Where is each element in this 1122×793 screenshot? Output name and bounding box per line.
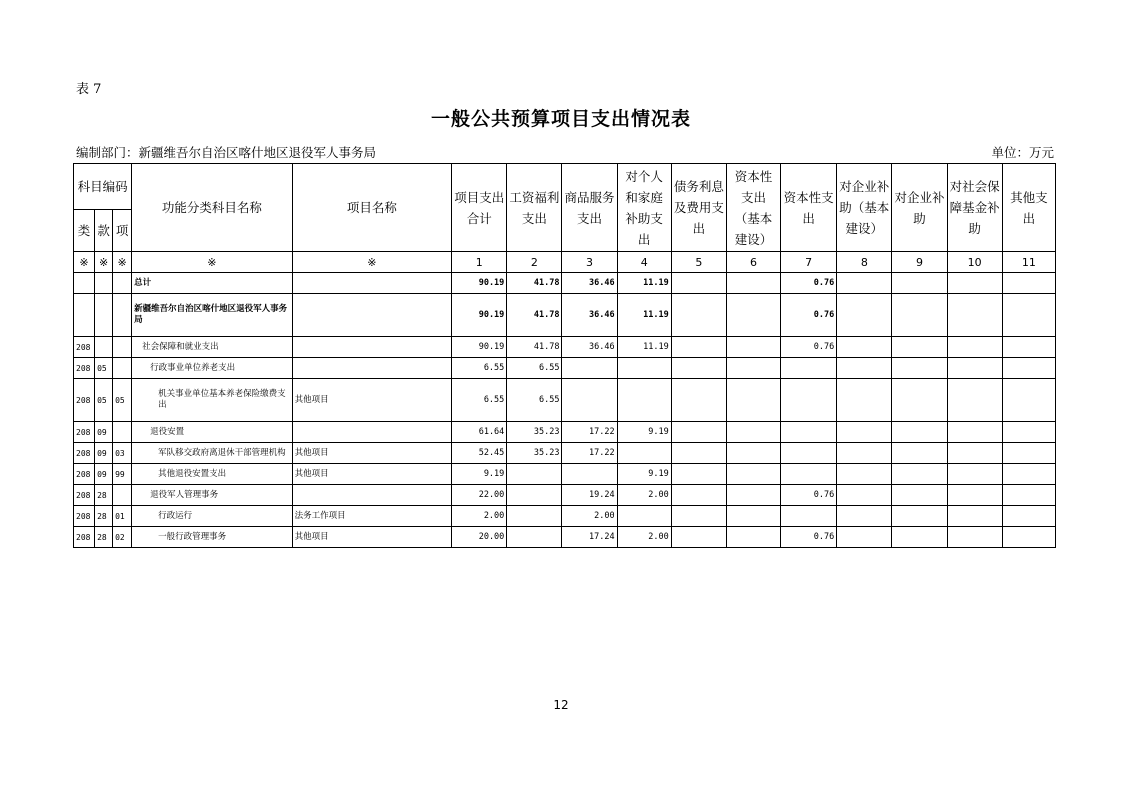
value-cell <box>1002 294 1055 337</box>
kuan-cell <box>95 273 113 294</box>
col-number: 6 <box>726 252 780 273</box>
func-name-cell: 机关事业单位基本养老保险缴费支出 <box>132 379 292 422</box>
value-cell <box>726 422 780 443</box>
kuan-cell: 05 <box>95 379 113 422</box>
value-cell <box>892 358 947 379</box>
value-cell: 2.00 <box>617 527 671 548</box>
mark-cell: ※ <box>132 252 292 273</box>
col-number: 10 <box>947 252 1002 273</box>
kuan-cell: 28 <box>95 485 113 506</box>
project-name-cell <box>292 273 451 294</box>
col-number: 3 <box>562 252 617 273</box>
func-name-cell: 退役军人管理事务 <box>132 485 292 506</box>
value-cell: 36.46 <box>562 273 617 294</box>
value-cell <box>726 379 780 422</box>
value-cell <box>1002 273 1055 294</box>
value-cell <box>892 506 947 527</box>
value-cell <box>562 358 617 379</box>
project-name-cell: 其他项目 <box>292 464 451 485</box>
value-cell: 9.19 <box>452 464 507 485</box>
value-cell: 6.55 <box>507 358 562 379</box>
value-cell <box>837 443 892 464</box>
lei-cell: 208 <box>74 337 95 358</box>
xiang-header: 项 <box>113 210 132 252</box>
mark-cell: ※ <box>292 252 451 273</box>
lei-cell: 208 <box>74 464 95 485</box>
lei-cell: 208 <box>74 358 95 379</box>
project-name-cell <box>292 294 451 337</box>
value-cell: 11.19 <box>617 273 671 294</box>
value-cell <box>947 485 1002 506</box>
col-header-4: 对个人和家庭补助支出 <box>617 164 671 252</box>
value-cell: 35.23 <box>507 422 562 443</box>
project-name-cell <box>292 422 451 443</box>
xiang-cell <box>113 358 132 379</box>
func-name-header: 功能分类科目名称 <box>132 164 292 252</box>
value-cell <box>837 294 892 337</box>
table-row <box>74 379 1056 422</box>
func-name-cell: 行政运行 <box>132 506 292 527</box>
value-cell: 2.00 <box>452 506 507 527</box>
value-cell <box>671 294 726 337</box>
value-cell <box>671 443 726 464</box>
value-cell: 6.55 <box>507 379 562 422</box>
value-cell: 35.23 <box>507 443 562 464</box>
value-cell <box>947 379 1002 422</box>
value-cell <box>1002 358 1055 379</box>
table-row <box>74 443 1056 464</box>
col-number: 8 <box>837 252 892 273</box>
value-cell: 11.19 <box>617 294 671 337</box>
col-header-3: 商品服务支出 <box>562 164 617 252</box>
value-cell <box>671 379 726 422</box>
value-cell <box>892 294 947 337</box>
func-name-cell: 总计 <box>132 273 292 294</box>
value-cell <box>837 273 892 294</box>
value-cell: 9.19 <box>617 422 671 443</box>
value-cell <box>947 443 1002 464</box>
value-cell <box>617 443 671 464</box>
department-label: 编制部门：新疆维吾尔自治区喀什地区退役军人事务局 <box>76 145 377 160</box>
xiang-cell <box>113 485 132 506</box>
lei-cell: 208 <box>74 485 95 506</box>
func-name-cell: 退役安置 <box>132 422 292 443</box>
page-title: 一般公共预算项目支出情况表 <box>430 108 691 130</box>
value-cell: 19.24 <box>562 485 617 506</box>
project-name-header: 项目名称 <box>292 164 451 252</box>
xiang-cell: 01 <box>113 506 132 527</box>
value-cell: 17.22 <box>562 422 617 443</box>
value-cell <box>1002 337 1055 358</box>
value-cell <box>837 337 892 358</box>
value-cell: 17.24 <box>562 527 617 548</box>
value-cell: 22.00 <box>452 485 507 506</box>
value-cell <box>726 464 780 485</box>
value-cell: 17.22 <box>562 443 617 464</box>
value-cell <box>671 273 726 294</box>
mark-cell: ※ <box>95 252 113 273</box>
col-header-6: 资本性支出（基本建设） <box>726 164 780 252</box>
lei-cell <box>74 294 95 337</box>
kuan-header: 款 <box>95 210 113 252</box>
col-header-1: 项目支出合计 <box>452 164 507 252</box>
value-cell <box>947 506 1002 527</box>
table-row <box>74 337 1056 358</box>
value-cell <box>671 337 726 358</box>
kuan-cell: 28 <box>95 506 113 527</box>
col-number: 1 <box>452 252 507 273</box>
value-cell <box>1002 443 1055 464</box>
value-cell <box>781 358 837 379</box>
table-row <box>74 422 1056 443</box>
value-cell <box>671 506 726 527</box>
value-cell <box>837 506 892 527</box>
value-cell <box>1002 379 1055 422</box>
value-cell: 0.76 <box>781 294 837 337</box>
value-cell <box>671 422 726 443</box>
value-cell <box>1002 506 1055 527</box>
value-cell <box>1002 464 1055 485</box>
value-cell <box>892 464 947 485</box>
xiang-cell <box>113 422 132 443</box>
value-cell <box>947 273 1002 294</box>
project-name-cell <box>292 358 451 379</box>
value-cell <box>781 464 837 485</box>
col-header-7: 资本性支出 <box>781 164 837 252</box>
value-cell <box>781 422 837 443</box>
value-cell: 52.45 <box>452 443 507 464</box>
xiang-cell <box>113 337 132 358</box>
value-cell <box>562 464 617 485</box>
project-name-cell: 其他项目 <box>292 527 451 548</box>
col-header-11: 其他支出 <box>1002 164 1055 252</box>
kuan-cell <box>95 294 113 337</box>
lei-cell: 208 <box>74 443 95 464</box>
value-cell <box>507 485 562 506</box>
value-cell: 6.55 <box>452 358 507 379</box>
value-cell <box>781 506 837 527</box>
func-name-cell: 军队移交政府离退休干部管理机构 <box>132 443 292 464</box>
value-cell <box>671 485 726 506</box>
value-cell <box>726 337 780 358</box>
col-number: 9 <box>892 252 947 273</box>
value-cell <box>837 379 892 422</box>
value-cell <box>1002 527 1055 548</box>
func-name-cell: 社会保障和就业支出 <box>132 337 292 358</box>
project-name-cell: 其他项目 <box>292 379 451 422</box>
mark-cell: ※ <box>113 252 132 273</box>
lei-cell: 208 <box>74 422 95 443</box>
col-number: 4 <box>617 252 671 273</box>
value-cell: 90.19 <box>452 337 507 358</box>
mark-cell: ※ <box>74 252 95 273</box>
kuan-cell <box>95 337 113 358</box>
value-cell <box>781 379 837 422</box>
value-cell <box>892 485 947 506</box>
project-name-cell <box>292 337 451 358</box>
kuan-cell: 09 <box>95 443 113 464</box>
value-cell: 41.78 <box>507 273 562 294</box>
func-name-cell: 其他退役安置支出 <box>132 464 292 485</box>
lei-cell <box>74 273 95 294</box>
value-cell: 36.46 <box>562 337 617 358</box>
value-cell <box>892 443 947 464</box>
value-cell <box>507 506 562 527</box>
value-cell: 41.78 <box>507 294 562 337</box>
table-number: 表 7 <box>76 82 102 97</box>
value-cell: 9.19 <box>617 464 671 485</box>
col-header-5: 债务利息及费用支出 <box>671 164 726 252</box>
value-cell: 0.76 <box>781 273 837 294</box>
value-cell: 90.19 <box>452 294 507 337</box>
lei-cell: 208 <box>74 527 95 548</box>
table-row <box>74 527 1056 548</box>
value-cell <box>781 443 837 464</box>
project-name-cell: 其他项目 <box>292 443 451 464</box>
value-cell: 61.64 <box>452 422 507 443</box>
value-cell <box>726 485 780 506</box>
value-cell <box>837 527 892 548</box>
value-cell <box>726 443 780 464</box>
col-number: 5 <box>671 252 726 273</box>
code-group-header: 科目编码 <box>74 164 132 210</box>
value-cell <box>617 358 671 379</box>
value-cell: 0.76 <box>781 337 837 358</box>
value-cell: 20.00 <box>452 527 507 548</box>
kuan-cell: 28 <box>95 527 113 548</box>
value-cell <box>617 506 671 527</box>
xiang-cell <box>113 294 132 337</box>
value-cell: 36.46 <box>562 294 617 337</box>
value-cell: 0.76 <box>781 485 837 506</box>
value-cell <box>726 506 780 527</box>
value-cell <box>726 273 780 294</box>
xiang-cell: 03 <box>113 443 132 464</box>
xiang-cell <box>113 273 132 294</box>
func-name-cell: 一般行政管理事务 <box>132 527 292 548</box>
value-cell <box>507 464 562 485</box>
value-cell <box>617 379 671 422</box>
value-cell <box>947 464 1002 485</box>
value-cell <box>947 422 1002 443</box>
value-cell: 6.55 <box>452 379 507 422</box>
col-header-8: 对企业补助（基本建设） <box>837 164 892 252</box>
table-row <box>74 294 1056 337</box>
xiang-cell: 02 <box>113 527 132 548</box>
value-cell <box>892 337 947 358</box>
col-number: 11 <box>1002 252 1055 273</box>
value-cell <box>837 464 892 485</box>
value-cell <box>562 379 617 422</box>
xiang-cell: 99 <box>113 464 132 485</box>
col-header-2: 工资福利支出 <box>507 164 562 252</box>
value-cell <box>1002 422 1055 443</box>
value-cell <box>837 358 892 379</box>
value-cell: 2.00 <box>562 506 617 527</box>
col-header-9: 对企业补助 <box>892 164 947 252</box>
project-name-cell: 法务工作项目 <box>292 506 451 527</box>
value-cell <box>726 294 780 337</box>
value-cell: 90.19 <box>452 273 507 294</box>
value-cell: 11.19 <box>617 337 671 358</box>
table-row <box>74 358 1056 379</box>
value-cell: 2.00 <box>617 485 671 506</box>
value-cell <box>892 379 947 422</box>
table-row <box>74 273 1056 294</box>
value-cell <box>671 358 726 379</box>
func-name-cell: 行政事业单位养老支出 <box>132 358 292 379</box>
col-number: 2 <box>507 252 562 273</box>
value-cell <box>947 337 1002 358</box>
value-cell: 41.78 <box>507 337 562 358</box>
col-header-10: 对社会保障基金补助 <box>947 164 1002 252</box>
unit-label: 单位：万元 <box>991 145 1054 160</box>
col-number: 7 <box>781 252 837 273</box>
value-cell <box>837 422 892 443</box>
budget-table <box>73 163 1056 548</box>
lei-header: 类 <box>74 210 95 252</box>
lei-cell: 208 <box>74 379 95 422</box>
value-cell <box>726 358 780 379</box>
table-row <box>74 485 1056 506</box>
value-cell <box>947 527 1002 548</box>
kuan-cell: 09 <box>95 464 113 485</box>
table-row <box>74 464 1056 485</box>
value-cell: 0.76 <box>781 527 837 548</box>
value-cell <box>892 273 947 294</box>
kuan-cell: 05 <box>95 358 113 379</box>
value-cell <box>837 485 892 506</box>
kuan-cell: 09 <box>95 422 113 443</box>
value-cell <box>947 358 1002 379</box>
value-cell <box>1002 485 1055 506</box>
table-body <box>74 273 1056 548</box>
page-number: 12 <box>553 698 569 712</box>
func-name-cell: 新疆维吾尔自治区喀什地区退役军人事务局 <box>132 294 292 337</box>
lei-cell: 208 <box>74 506 95 527</box>
table-row <box>74 506 1056 527</box>
value-cell <box>671 527 726 548</box>
project-name-cell <box>292 485 451 506</box>
value-cell <box>507 527 562 548</box>
xiang-cell: 05 <box>113 379 132 422</box>
value-cell <box>892 527 947 548</box>
value-cell <box>726 527 780 548</box>
value-cell <box>947 294 1002 337</box>
value-cell <box>671 464 726 485</box>
value-cell <box>892 422 947 443</box>
